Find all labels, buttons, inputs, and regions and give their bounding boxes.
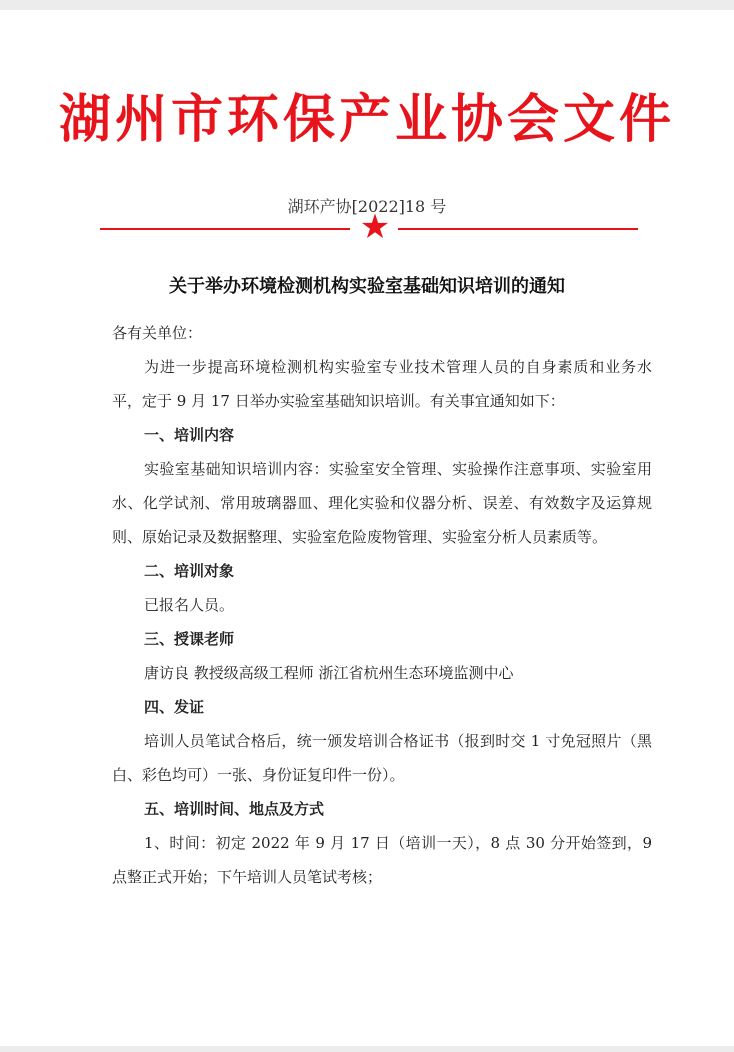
section-text-audience: 已报名人员。 <box>144 596 235 614</box>
red-star-icon: ★ <box>359 207 391 247</box>
notice-body <box>112 316 652 894</box>
section-heading-certificate: 四、发证 <box>144 698 205 716</box>
intro-paragraph: 为进一步提高环境检测机构实验室专业技术管理人员的自身素质和业务水平，定于 9 月 17 日举办实验室基础知识培训。有关事宜通知如下： <box>112 358 652 410</box>
section-heading-content: 一、培训内容 <box>144 426 235 444</box>
document-page <box>0 10 734 1046</box>
document-number: 湖环产协[2022]18 号 <box>287 197 447 216</box>
section-heading-schedule: 五、培训时间、地点及方式 <box>144 800 325 818</box>
notice-title: 关于举办环境检测机构实验室基础知识培训的通知 <box>169 276 565 297</box>
salutation: 各有关单位： <box>112 324 203 342</box>
red-divider-right <box>398 228 638 230</box>
section-heading-teacher: 三、授课老师 <box>144 630 235 648</box>
section-text-content: 实验室基础知识培训内容：实验室安全管理、实验操作注意事项、实验室用水、化学试剂、常用玻璃器皿、理化实验和仪器分析、误差、有效数字及运算规则、原始记录及数据整理、实验室危险废物管理、实验室分析人员素质等。 <box>112 460 652 546</box>
red-divider-left <box>100 228 350 230</box>
section-text-teacher: 唐访良 教授级高级工程师 浙江省杭州生态环境监测中心 <box>144 664 514 682</box>
org-header-title: 湖州市环保产业协会文件 <box>58 90 675 150</box>
section-text-schedule: 1、时间：初定 2022 年 9 月 17 日（培训一天），8 点 30 分开始签到，9 点整正式开始；下午培训人员笔试考核； <box>112 834 652 886</box>
section-heading-audience: 二、培训对象 <box>144 562 235 580</box>
section-text-certificate: 培训人员笔试合格后，统一颁发培训合格证书（报到时交 1 寸免冠照片（黑白、彩色均可）一张、身份证复印件一份）。 <box>112 732 652 784</box>
